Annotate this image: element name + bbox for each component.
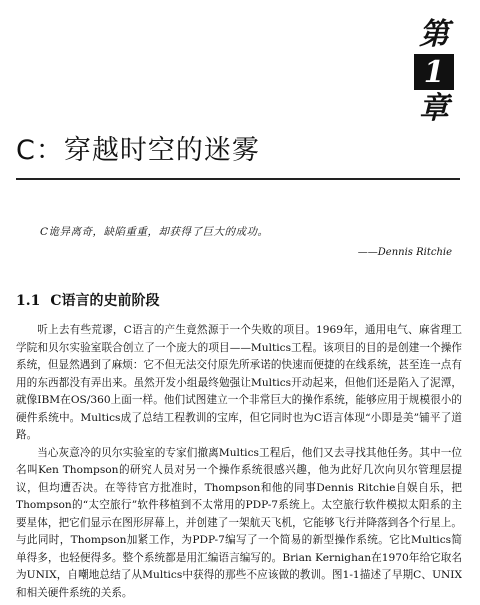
body-text bbox=[16, 322, 462, 602]
chapter-number: 1 bbox=[414, 54, 454, 90]
epigraph-quote: C诡异离奇，缺陷重重，却获得了巨大的成功。 bbox=[40, 226, 269, 238]
section-number: 1.1 bbox=[16, 293, 41, 309]
section-title: C语言的史前阶段 bbox=[50, 293, 160, 309]
chapter-prefix: 第 bbox=[419, 17, 449, 52]
chapter-suffix: 章 bbox=[419, 91, 449, 126]
title-rule bbox=[16, 178, 460, 180]
section-heading bbox=[16, 290, 160, 310]
epigraph-author: ——Dennis Ritchie bbox=[357, 247, 452, 258]
paragraph: 听上去有些荒谬，C语言的产生竟然源于一个失败的项目。1969年，通用电气、麻省理工学院和贝尔实验室联合创立了一个庞大的项目——Multics工程。该项目的目的是创建一个操作系统，但显然遇到了麻烦：它不但无法交付原先所承诺的快速而便捷的在线系统，甚至连一点有用的东西都没有弄出来。虽然开发小组最终勉强让Multics开动起来，但他们还是陷入了泥潭，就像IBM在OS/360上面一样。他们试图建立一个非常巨大的操作系统，能够应用于规模很小的硬件系统中。Multics成了总结工程教训的宝库，但它同时也为C语言体现“小即是美”铺平了道路。 bbox=[16, 324, 462, 441]
paragraph: 当心灰意冷的贝尔实验室的专家们撤离Multics工程后，他们又去寻找其他任务。其中一位名叫Ken Thompson的研究人员对另一个操作系统很感兴趣，他为此好几次向贝尔管理层提议，但均遭否决。在等待官方批准时，Thompson和他的同事Dennis Ritchie自娱自乐，把Thompson的“太空旅行”软件移植到不太常用的PDP-7系统上。太空旅行软件模拟太阳系的主要星体，把它们显示在图形屏幕上，并创建了一架航天飞机，它能够飞行并降落到各个行星上。与此同时，Thompson加紧工作，为PDP-7编写了一个简易的新型操作系统。它比Multics简单得多，也轻便得多。整个系统都是用汇编语言编写的。Brian Kernighan在1970年给它取名为UNIX，自嘲地总结了从Multics中获得的那些不应该做的教训。图1-1描述了早期C、UNIX和相关硬件系统的关系。 bbox=[16, 446, 462, 599]
chapter-badge bbox=[410, 18, 458, 126]
chapter-title: C：穿越时空的迷雾 bbox=[16, 135, 260, 166]
